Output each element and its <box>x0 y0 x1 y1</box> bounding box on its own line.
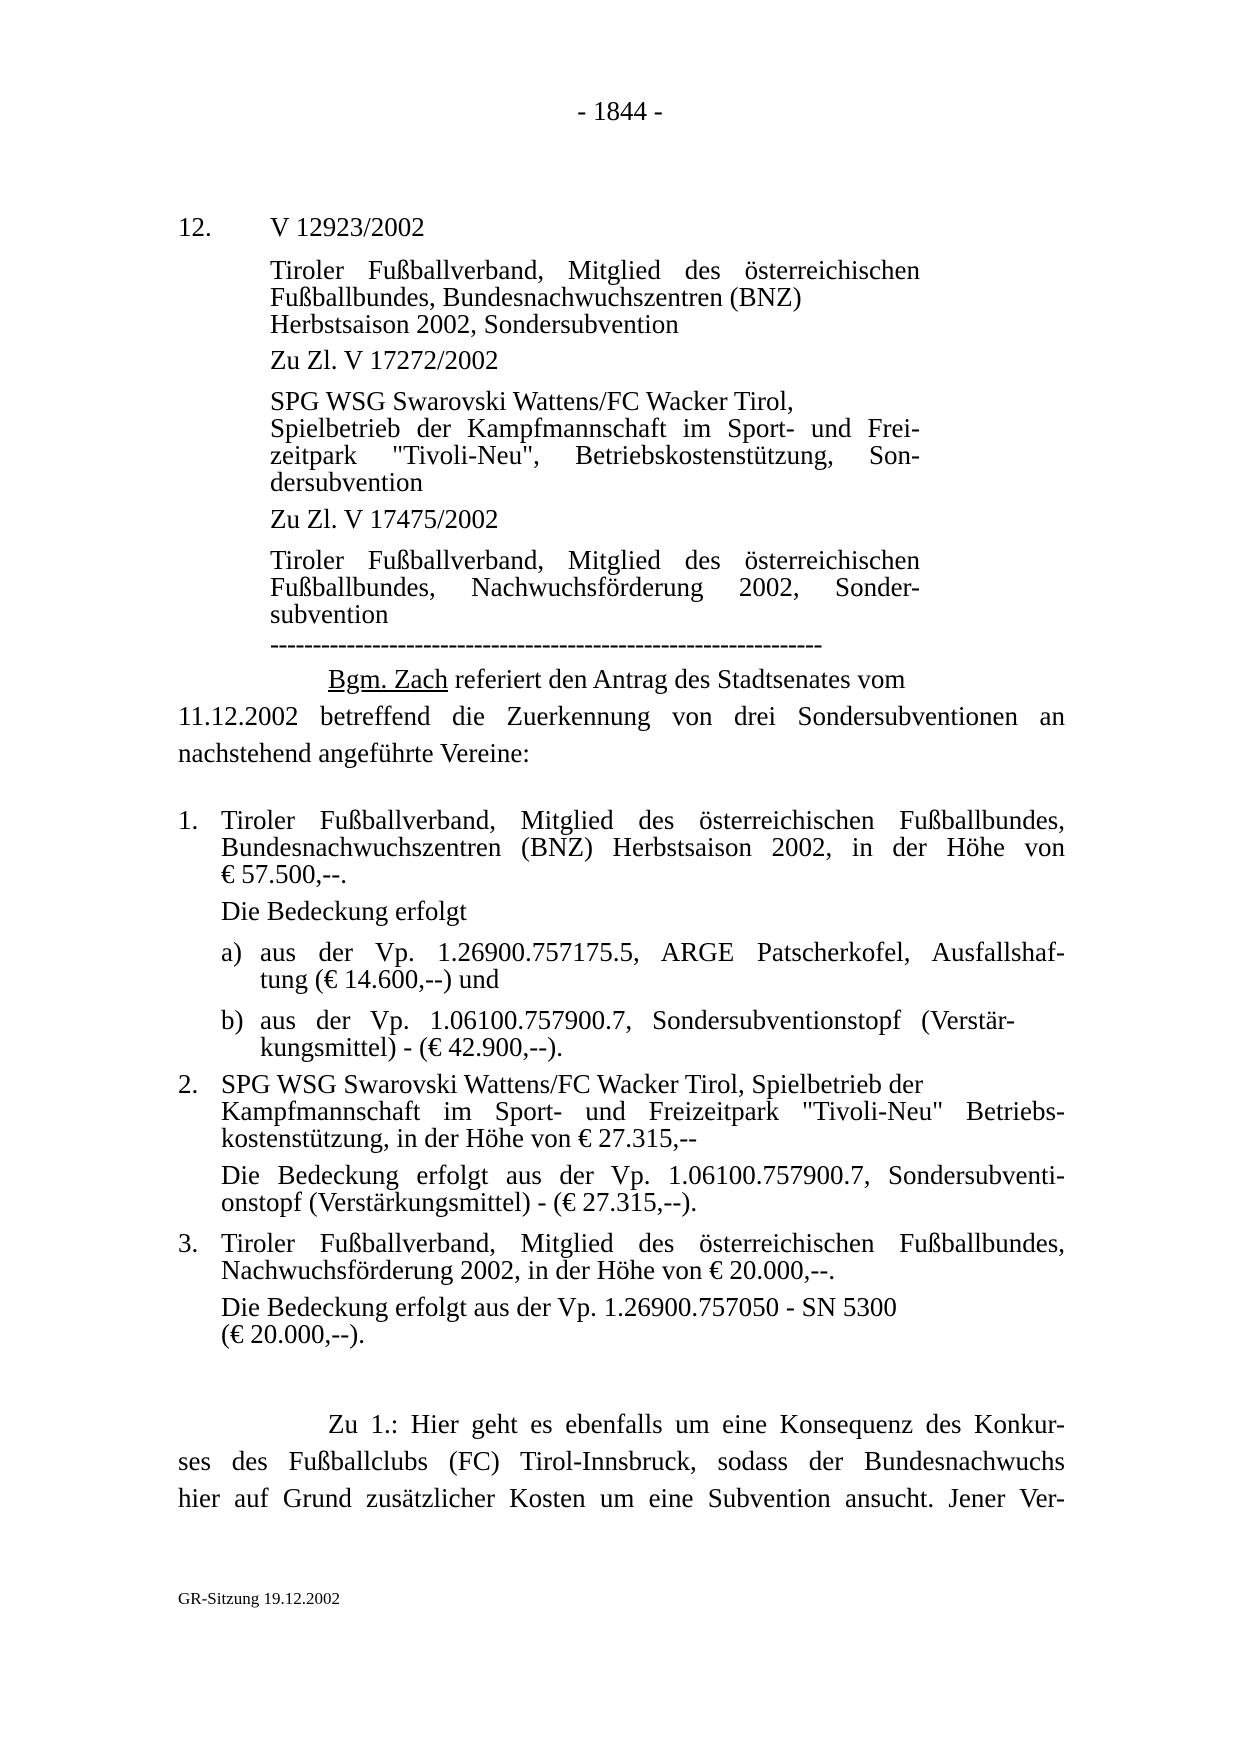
list-3-line: Nachwuchsförderung 2002, in der Höhe von € 20.000,--. <box>221 1255 836 1285</box>
closing-line: hier auf Grund zusätzlicher Kosten um eine Subvention ansucht. Jener Ver- <box>178 1483 1065 1513</box>
list-3-cover: (€ 20.000,--). <box>221 1319 365 1349</box>
footer: GR-Sitzung 19.12.2002 <box>178 1589 340 1608</box>
intro-line-1-rest: referiert den Antrag des Stadtsenates vom <box>447 664 906 694</box>
closing-line: ses des Fußballclubs (FC) Tirol-Innsbruck, sodass der Bundesnachwuchs <box>178 1446 1065 1476</box>
list-3-line: Tiroler Fußballverband, Mitglied des österreichischen Fußballbundes, <box>221 1228 1065 1258</box>
list-2-line: kostenstützung, in der Höhe von € 27.315,-- <box>221 1123 698 1153</box>
list-2-line: Kampfmannschaft im Sport- und Freizeitpark "Tivoli-Neu" Betriebs- <box>221 1096 1065 1126</box>
block1-line: Tiroler Fußballverband, Mitglied des österreichischen <box>270 255 920 285</box>
block1-line: Fußballbundes, Bundesnachwuchszentren (BNZ) <box>270 282 802 312</box>
sub-a-line: aus der Vp. 1.26900.757175.5, ARGE Patscherkofel, Ausfallshaf- <box>260 937 1065 967</box>
block2-line: zeitpark "Tivoli-Neu", Betriebskostenstützung, Son- <box>270 440 920 470</box>
separator-line: ----------------------------------------------------------------- <box>270 630 822 658</box>
list-2-cover: Die Bedeckung erfolgt aus der Vp. 1.06100.757900.7, Sondersubventi- <box>221 1160 1065 1190</box>
block2-line: Spielbetrieb der Kampfmannschaft im Sport- und Frei- <box>270 413 920 443</box>
block2-line: SPG WSG Swarovski Wattens/FC Wacker Tirol, <box>270 386 794 416</box>
intro-line-1 <box>328 665 905 693</box>
sub-a-line: tung (€ 14.600,--) und <box>260 964 500 994</box>
list-1-line: Bundesnachwuchszentren (BNZ) Herbstsaison 2002, in der Höhe von <box>221 832 1065 862</box>
list-number-1: 1. <box>178 805 199 835</box>
intro-line-3: nachstehend angeführte Vereine: <box>178 738 530 768</box>
list-1-line: € 57.500,--. <box>221 859 347 889</box>
list-number-3: 3. <box>178 1228 199 1258</box>
sub-b-label: b) <box>221 1005 244 1035</box>
closing-line: Zu 1.: Hier geht es ebenfalls um eine Konsequenz des Konkur- <box>328 1409 1065 1439</box>
reference-3: Zu Zl. V 17475/2002 <box>270 504 499 534</box>
block3-line: subvention <box>270 599 389 629</box>
sub-b-line: aus der Vp. 1.06100.757900.7, Sondersubventionstopf (Verstär- <box>260 1005 1015 1035</box>
sub-a-label: a) <box>221 937 242 967</box>
block1-line: Herbstsaison 2002, Sondersubvention <box>270 309 679 339</box>
list-1-line: Tiroler Fußballverband, Mitglied des österreichischen Fußballbundes, <box>221 805 1065 835</box>
reference-2: Zu Zl. V 17272/2002 <box>270 345 499 375</box>
list-3-cover: Die Bedeckung erfolgt aus der Vp. 1.26900.757050 - SN 5300 <box>221 1292 897 1322</box>
item-number: 12. <box>178 212 212 242</box>
list-2-line: SPG WSG Swarovski Wattens/FC Wacker Tirol, Spielbetrieb der <box>221 1069 924 1099</box>
list-1-cover: Die Bedeckung erfolgt <box>221 896 467 926</box>
list-2-cover: onstopf (Verstärkungsmittel) - (€ 27.315,--). <box>221 1187 698 1217</box>
list-number-2: 2. <box>178 1069 199 1099</box>
block3-line: Fußballbundes, Nachwuchsförderung 2002, Sonder- <box>270 572 920 602</box>
item-reference: V 12923/2002 <box>270 212 425 242</box>
block3-line: Tiroler Fußballverband, Mitglied des österreichischen <box>270 545 920 575</box>
block2-line: dersubvention <box>270 467 423 497</box>
page-number: - 1844 - <box>577 96 663 126</box>
intro-line-2: 11.12.2002 betreffend die Zuerkennung von drei Sondersubventionen an <box>178 701 1065 731</box>
sub-b-line: kungsmittel) - (€ 42.900,--). <box>260 1032 563 1062</box>
speaker-name: Bgm. Zach <box>328 664 448 694</box>
